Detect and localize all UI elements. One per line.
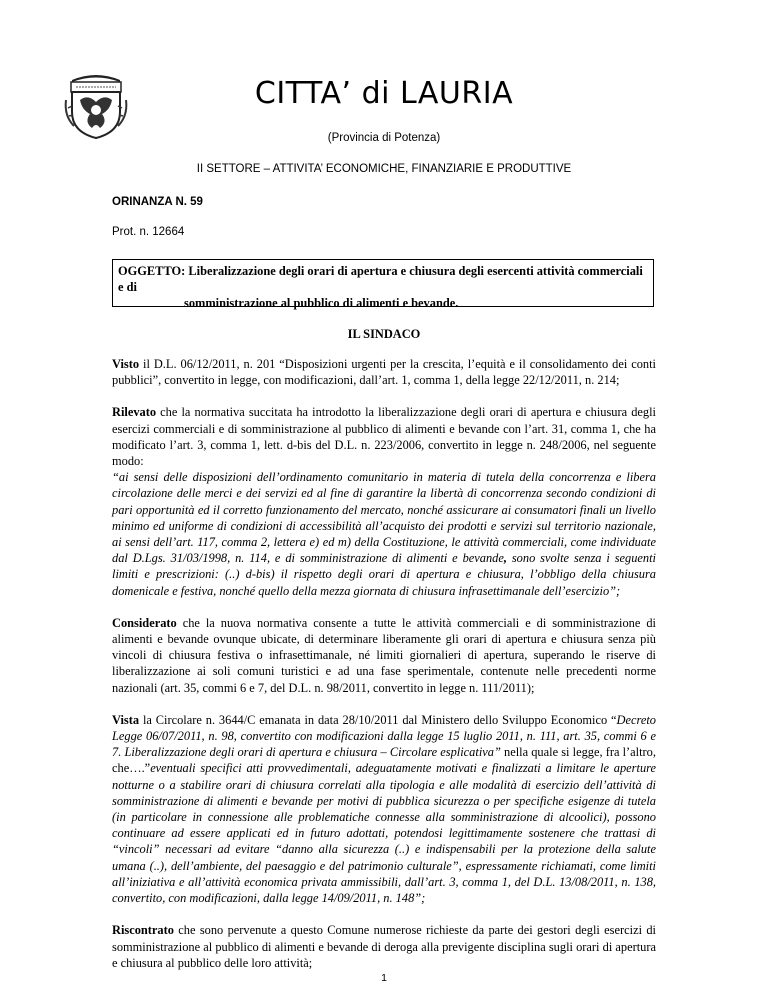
subject-line-2: somministrazione al pubblico di alimenti e bevande. (184, 296, 459, 310)
paragraph-vista: Vista la Circolare n. 3644/C emanata in data 28/10/2011 dal Ministero dello Sviluppo Economico “Decreto Legge 06/07/2011, n. 98, convertito con modificazioni dalla legge 15 luglio 2011, n. 111, art. 35, commi 6 e 7. Liberalizzazione degli orari di apertura e chiusura – Circolare esplicativa” nella quale si legge, fra l’altro, che….”eventuali specifici atti provvedimentali, adeguatamente motivati e finalizzati a limitare le aperture notturne o a stabilire orari di chiusura correlati alla tipologia e alle modalità di esercizio dell’attività di somministrazione di alimenti e bevande per motivi di pubblica sicurezza o per specifiche esigenze di tutela (in particolare in connessione alle problematiche connesse alla somministrazione di alcoolici), possono continuare ad essere applicati ed in futuro adottati, potendosi legittimamente sostenere che trattasi di “vincoli” necessari ad evitare “danno alla sicurezza (..) e indispensabili per la protezione della salute umana (..), dell’ambiente, del paesaggio e del patrimonio culturale”, espressamente richiamati, come limiti all’iniziativa e all’attività economica privata ammissibili, dall’art. 3, comma 1, del D.L. 13/08/2011, n. 138, convertito, con modificazioni, dalla legge 14/09/2011, n. 148”; (112, 712, 656, 906)
subject-box (112, 259, 654, 310)
keyword-considerato: Considerato (112, 615, 177, 630)
province-line: (Provincia di Potenza) (327, 132, 441, 144)
subject-line-1: Liberalizzazione degli orari di apertura e chiusura degli esercenti attività commerciali e di (118, 264, 643, 294)
document-body (112, 356, 656, 987)
keyword-visto: Visto (112, 357, 140, 371)
city-title: CITTA’ di LAURIA (254, 76, 514, 111)
keyword-vista: Vista (112, 712, 140, 727)
quoted-law: “ai sensi delle disposizioni dell’ordinamento comunitario in materia di tutela della concorrenza e libera circolazione delle merci e dei servizi ed al fine di garantire la libertà di concorrenza secondo condizioni di pari opportunità ed il corretto funzionamento del mercato, nonché assicurare ai consumatori finali un livello minimo ed uniforme di condizioni di accessibilità all’acquisto dei prodotti e servizi sul territorio nazionale, ai sensi dell’art. 117, comma 2, lettera e) ed m) della Costituzione, le attività commerciali, come individuate dal D.Lgs. 31/03/1998, n. 114, e di somministrazione di alimenti e bevande, sono svolte senza i seguenti limiti e prescrizioni: (..) d-bis) il rispetto degli orari di apertura e chiusura, l’obbligo della chiusura domenicale e festiva, nonché quello della mezza giornata di chiusura infrasettimanale dell’esercizio”; (112, 470, 656, 598)
page-number: 1 (381, 972, 387, 984)
paragraph-considerato: Considerato che la nuova normativa consente a tutte le attività commerciali e di somministrazione di alimenti e bevande ovunque ubicate, di determinare liberamente gli orari di apertura e chiusura senza più vincoli di chiusura festiva o infrasettimanale, né limiti giornalieri di apertura, superando le riserve di liberalizzazione ai soli comuni turistici e ad una fase sperimentale, contenute nelle precedenti norme nazionali (art. 35, commi 6 e 7, del D.L. n. 98/2011, convertito in legge n. 111/2011); (112, 615, 656, 695)
paragraph-riscontrato: Riscontrato che sono pervenute a questo Comune numerose richieste da parte dei gestori degli esercizi di somministrazione al pubblico di alimenti e bevande di deroga alla previgente disciplina sugli orari di apertura e chiusura al pubblico delle loro attività; (112, 923, 656, 970)
section-heading: IL SINDACO (347, 327, 421, 341)
protocol-number: Prot. n. 12664 (112, 226, 185, 238)
paragraph-visto: Visto il D.L. 06/12/2011, n. 201 “Disposizioni urgenti per la crescita, l’equità e il consolidamento dei conti pubblici”, convertito in legge, con modificazioni, dall’art. 1, comma 1, della legge 22/12/2011, n. 214; (112, 357, 656, 388)
department-line: II SETTORE – ATTIVITA’ ECONOMICHE, FINANZIARIE E PRODUTTIVE (196, 163, 572, 175)
subject-label: OGGETTO: (118, 264, 186, 278)
keyword-rilevato: Rilevato (112, 405, 157, 420)
keyword-riscontrato: Riscontrato (112, 923, 174, 938)
paragraph-rilevato: Rilevato che la normativa succitata ha introdotto la liberalizzazione degli orari di apertura e chiusura degli esercizi commerciali e di somministrazione al pubblico di alimenti e bevande con l’art. 31, comma 1, che ha modificato l’art. 3, comma 1, lett. d-bis del D.L. n. 223/2006, convertito in legge n. 248/2006, nel seguente modo: (112, 405, 656, 469)
ordinance-number: ORINANZA N. 59 (112, 196, 203, 208)
